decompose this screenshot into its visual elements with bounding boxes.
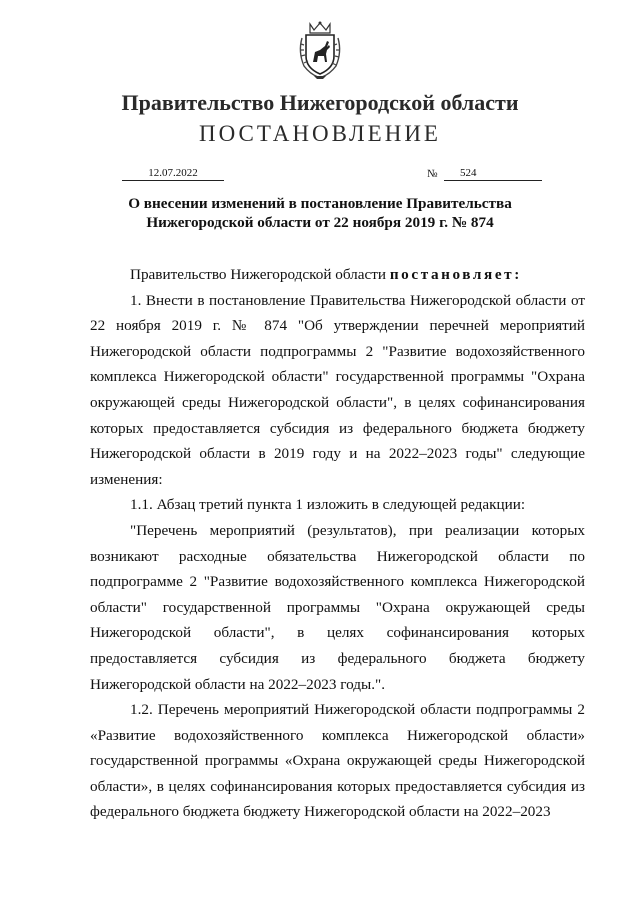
paragraph-1-1: 1.1. Абзац третий пункта 1 изложить в следующей редакции: xyxy=(130,496,526,514)
document-number: 524 xyxy=(444,166,542,181)
coat-of-arms-icon xyxy=(296,20,344,80)
document-title xyxy=(60,194,580,232)
intro-lead: Правительство Нижегородской области xyxy=(130,266,390,283)
document-type: ПОСТАНОВЛЕНИЕ xyxy=(199,121,441,146)
government-name: Правительство Нижегородской области xyxy=(121,90,519,115)
document-date: 12.07.2022 xyxy=(122,166,224,181)
intro-resolves: постановляет: xyxy=(389,266,522,283)
paragraph-1-2: 1.2. Перечень мероприятий Нижегородской области подпрограммы 2 «Развитие водохозяйственного комплекса Нижегородской области» государственной программы «Охрана окружающей среды Нижегородской области», в целях софинансирования которых предоставляется субсидия из федерального бюджета бюджету Нижегородской области на 2022–2023 xyxy=(90,701,585,821)
title-line-1: О внесении изменений в постановление Правительства xyxy=(128,195,512,212)
intro-paragraph xyxy=(90,262,585,288)
title-line-2: Нижегородской области от 22 ноября 2019 г. № 874 xyxy=(146,214,494,231)
paragraph-quote: "Перечень мероприятий (результатов), при реализации которых возникают расходные обязательства Нижегородской области по подпрограмме 2 "Развитие водохозяйственного комплекса Нижегородской области" государственной программы "Охрана окружающей среды Нижегородской области", в целях софинансирования которых предоставляется субсидия из федерального бюджета бюджету Нижегородской области на 2022–2023 годы.". xyxy=(90,521,585,693)
number-label: № xyxy=(427,168,438,180)
document-body xyxy=(90,262,585,825)
paragraph-1: 1. Внести в постановление Правительства Нижегородской области от 22 ноября 2019 г. № 874 "Об утверждении перечней мероприятий Нижегородской области подпрограммы 2 "Развитие водохозяйственного комплекса Нижегородской области" государственной программы "Охрана окружающей среды Нижегородской области", в целях софинансирования которых предоставляется субсидия из федерального бюджета бюджету Нижегородской области в 2019 году и на 2022–2023 годы" следующие изменения: xyxy=(90,291,585,488)
